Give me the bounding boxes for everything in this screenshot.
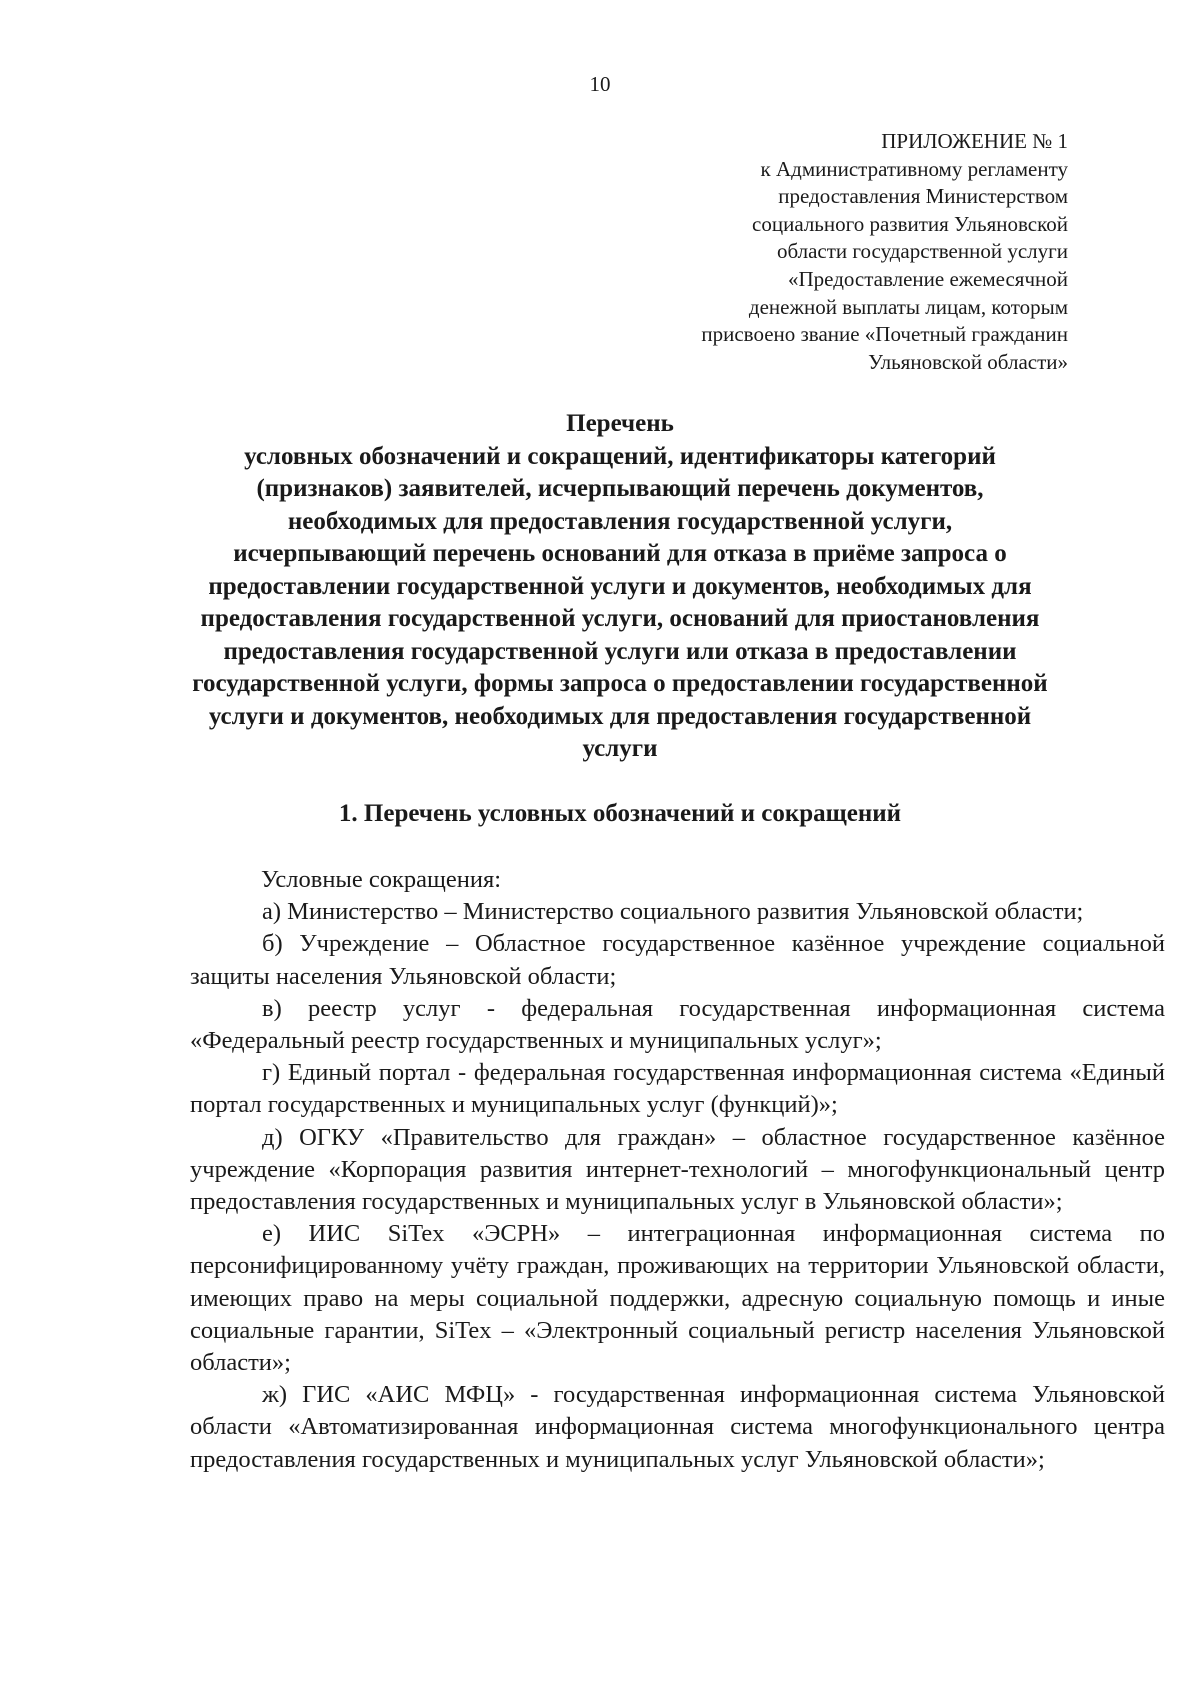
title-line: предоставлении государственной услуги и документов, необходимых для [208, 572, 1032, 600]
list-item: д) ОГКУ «Правительство для граждан» – областное государственное казённое учреждение «Корпорация развития интернет-технологий – многофункциональный центр предоставления государственных и муниципальных услуг в Ульяновской области»; [190, 1123, 1165, 1216]
document-title [180, 408, 1060, 766]
title-line: предоставления государственной услуги, оснований для приостановления [200, 605, 1040, 632]
list-item: а) Министерство – Министерство социального развития Ульяновской области; [262, 898, 1084, 926]
appendix-line: области государственной услуги [776, 239, 1068, 264]
title-line: предоставления государственной услуги или отказа в предоставлении [223, 637, 1017, 665]
section-body [190, 864, 1165, 1476]
list-item: г) Единый портал - федеральная государственная информационная система «Единый портал государственных и муниципальных услуг (функций)»; [190, 1059, 1165, 1119]
appendix-line: к Административному регламенту [760, 156, 1068, 181]
appendix-line: предоставления Министерством [778, 184, 1068, 209]
title-line: (признаков) заявителей, исчерпывающий перечень документов, [256, 475, 984, 502]
intro-paragraph: Условные сокращения: [261, 866, 502, 893]
title-line: Перечень [566, 410, 674, 437]
title-line: необходимых для предоставления государственной услуги, [287, 507, 953, 535]
list-item: е) ИИС SiTex «ЭСРН» – интеграционная информационная система по персонифицированному учёту граждан, проживающих на территории Ульяновской области, имеющих право на меры социальной поддержки, адресную социальную помощь и иные социальные гарантии, SiTex – «Электронный социальный регистр населения Ульяновской области»; [190, 1220, 1165, 1377]
appendix-header [548, 128, 1068, 376]
appendix-line: денежной выплаты лицам, которым [748, 294, 1068, 319]
list-item: ж) ГИС «АИС МФЦ» - государственная информационная система Ульяновской области «Автоматизированная информационная система многофункционального центра предоставления государственных и муниципальных услуг Ульяновской области»; [190, 1381, 1165, 1473]
appendix-line: социального развития Ульяновской [752, 211, 1068, 236]
title-line: государственной услуги, формы запроса о предоставлении государственной [192, 670, 1048, 697]
page-number: 10 [589, 72, 611, 96]
appendix-line: «Предоставление ежемесячной [787, 266, 1068, 291]
appendix-line: ПРИЛОЖЕНИЕ № 1 [881, 129, 1068, 153]
appendix-line: Ульяновской области» [868, 349, 1068, 374]
title-line: исчерпывающий перечень оснований для отказа в приёме запроса о [233, 540, 1007, 567]
appendix-line: присвоено звание «Почетный гражданин [701, 322, 1068, 347]
title-line: услуги [582, 735, 658, 762]
section-heading: 1. Перечень условных обозначений и сокращений [338, 800, 902, 827]
title-line: условных обозначений и сокращений, идентификаторы категорий [244, 442, 996, 470]
list-item: б) Учреждение – Областное государственное казённое учреждение социальной защиты населения Ульяновской области; [190, 930, 1165, 990]
title-line: услуги и документов, необходимых для предоставления государственной [208, 702, 1032, 730]
list-item: в) реестр услуг - федеральная государственная информационная система «Федеральный реестр государственных и муниципальных услуг»; [190, 994, 1165, 1055]
